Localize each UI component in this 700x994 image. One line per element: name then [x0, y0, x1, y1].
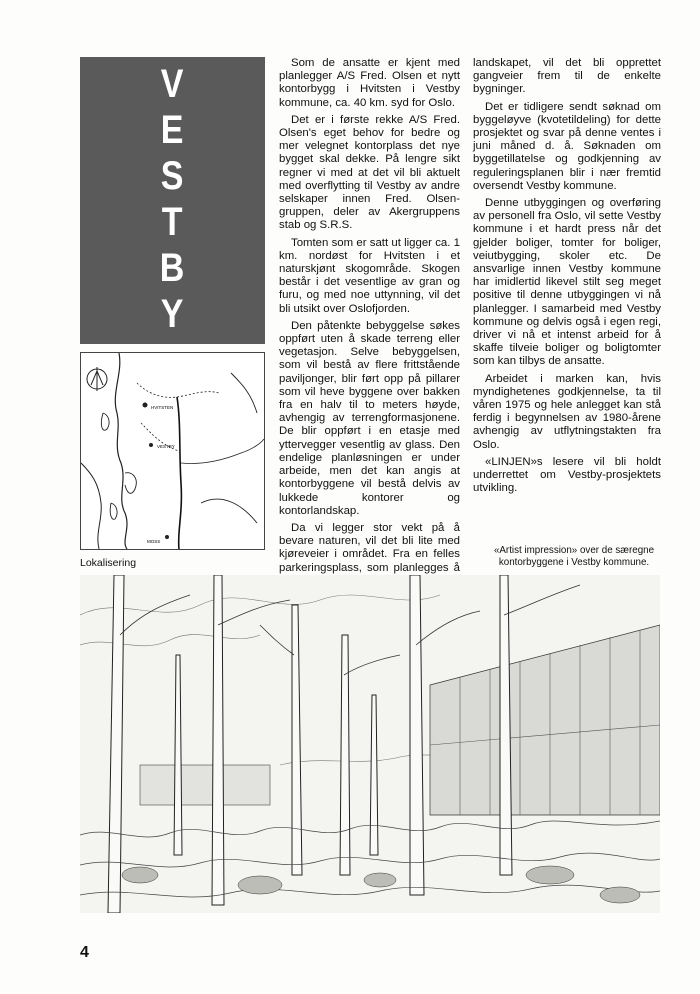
map-label: MOSS: [147, 539, 161, 544]
paragraph: Den påtenkte bebyggelse søkes oppført uten å skade terreng eller vegetasjon. Selve bebyggelsen, som vil bestå av flere frittstående paviljonger, blir ført opp på pillarer som vil heve byggene over bakken fra en halv til to meters høyde, avhengig av terrengformasjonene. De blir oppført i en etasje med yttervegger vesentlig av glass. Den endelige planløsningen er under arbeide, men det kan angis at kontorbyggene vil bestå delvis av lukkede kontorer og kontorlandskap.: [279, 319, 460, 517]
forest-building-sketch: [80, 575, 660, 913]
paragraph: Det er i første rekke A/S Fred. Olsen's eget behov for bedre og mer velegnet kontorplass det nye bygget skal dekke. På lengre sikt regner vi med at det vil bli aktuelt med overflytting til Vestby av andre selskaper innen Fred. Olsen-gruppen, deler av Akergruppens stab og S.R.S.: [279, 113, 460, 232]
title-letter: V: [160, 62, 185, 106]
page-number: 4: [80, 944, 89, 961]
paragraph: Som de ansatte er kjent med planlegger A/S Fred. Olsen et nytt kontorbygg i Hvitsten i Vestby kommune, ca. 40 km. syd for Oslo.: [279, 57, 460, 109]
map-caption: Lokalisering: [80, 557, 137, 569]
artist-impression-drawing: [80, 575, 660, 913]
title-block: [80, 57, 265, 344]
title-letter: T: [161, 200, 184, 244]
illustration-caption: «Artist impression» over de særegne kontorbyggene i Vestby kommune.: [493, 545, 655, 568]
text-column-left: [279, 57, 460, 592]
paragraph: Tomten som er satt ut ligger ca. 1 km. nordøst for Hvitsten i et naturskjønt skogområde. Skogen består i det vesentlige av gran og furu, og med noe uttynning, vil det bli utsikt over Oslofjorden.: [279, 236, 460, 315]
paragraph: Denne utbyggingen og overføring av personell fra Oslo, vil sette Vestby kommune i et hardt press når det gjelder boliger, tomter for boliger, veiutbygging, skoler etc. De ansvarlige innen Vestby kommune har imidlertid likevel stilt seg meget positive til denne utbyggingen vi nå planlegger. I samarbeid med Vestby kommune og delvis også i egen regi, driver vi nå et intenst arbeid for å skaffe tilveie boliger og boligtomter som kan tilbys de ansatte.: [473, 197, 661, 368]
title-letter: Y: [160, 292, 185, 336]
paragraph: «LINJEN»s lesere vil bli holdt underrettet om Vestby-prosjektets utvikling.: [473, 455, 661, 495]
map-drawing: [81, 353, 264, 549]
map-label: HVITSTEN: [151, 405, 174, 410]
paragraph: landskapet, vil det bli opprettet gangveier frem til de enkelte bygninger.: [473, 57, 661, 96]
paragraph: Arbeidet i marken kan, hvis myndighetenes godkjennelse, ta til våren 1975 og hele anlegget kan stå ferdig i begynnelsen av 1980-årene avhengig av utflytningstakten fra Oslo.: [473, 372, 661, 451]
title-letter: E: [160, 108, 185, 152]
paragraph: Det er tidligere sendt søknad om byggeløyve (kvotetildeling) for dette prosjektet og svar på denne ventes i juni måned d. å. Søknaden om byggetillatelse og godkjenning av reguleringsplanen blir i nær fremtid oversendt Vestby kommune.: [473, 100, 661, 192]
title-letter: S: [160, 154, 185, 198]
paragraph: Da vi legger stor vekt på å bevare naturen, vil det bli lite med kjøreveier i området. Fra en felles parkeringsplass, som planlegges å: [279, 521, 460, 574]
map-label: VESTBY: [157, 444, 175, 449]
vertical-title: [80, 61, 265, 337]
text-column-right: [473, 57, 661, 500]
title-letter: B: [159, 246, 186, 290]
location-map: [80, 352, 265, 550]
